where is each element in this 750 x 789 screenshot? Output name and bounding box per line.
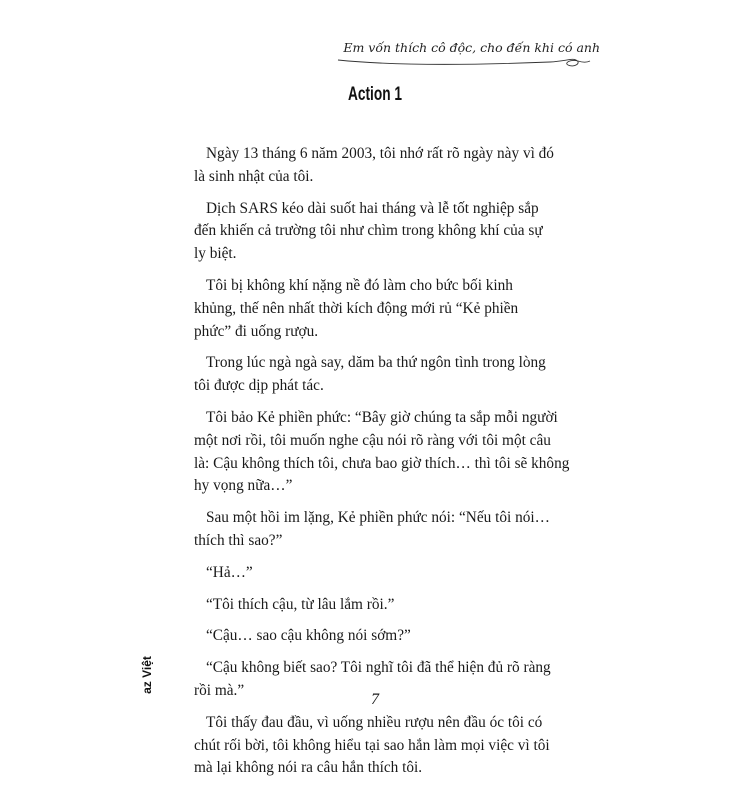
paragraph bbox=[194, 352, 578, 398]
text-line: “Cậu… sao cậu không nói sớm?” bbox=[206, 627, 411, 645]
text-line: “Hả…” bbox=[206, 563, 253, 581]
text-line: rồi mà.” bbox=[194, 681, 245, 699]
text-line: Ngày 13 tháng 6 năm 2003, tôi nhớ rất rõ ngày này vì đó bbox=[206, 145, 554, 162]
text-line: Dịch SARS kéo dài suốt hai tháng và lễ tốt nghiệp sắp bbox=[206, 199, 539, 217]
chapter-title: Action 1 bbox=[348, 84, 402, 105]
text-line: là: Cậu không thích tôi, chưa bao giờ thích… thì tôi sẽ không bbox=[194, 454, 570, 472]
text-line: “Tôi thích cậu, từ lâu lắm rồi.” bbox=[206, 595, 395, 613]
text-line: chút rối bời, tôi không hiểu tại sao hắn làm mọi việc vì tôi bbox=[194, 736, 550, 754]
text-line: Tôi bị không khí nặng nề đó làm cho bức bối kinh bbox=[206, 276, 513, 294]
paragraph bbox=[194, 712, 578, 780]
text-line: Tôi bảo Kẻ phiền phức: “Bây giờ chúng ta sắp mỗi người bbox=[206, 408, 558, 426]
publisher-logo-mark bbox=[136, 655, 158, 695]
publisher-logo bbox=[136, 655, 158, 695]
paragraph bbox=[194, 407, 578, 498]
text-line: đến khiến cả trường tôi như chìm trong không khí của sự bbox=[194, 222, 543, 240]
header-ornament-rule bbox=[336, 56, 592, 72]
text-line: là sinh nhật của tôi. bbox=[194, 167, 314, 185]
text-line: hy vọng nữa…” bbox=[194, 477, 293, 495]
text-line: một nơi rồi, tôi muốn nghe cậu nói rõ ràng với tôi một câu bbox=[194, 431, 551, 449]
paragraph bbox=[194, 143, 578, 189]
text-line: thích thì sao?” bbox=[194, 531, 283, 549]
paragraph bbox=[194, 198, 578, 266]
paragraph bbox=[194, 275, 578, 343]
text-line: khủng, thế nên nhất thời kích động mới rủ “Kẻ phiền bbox=[194, 299, 519, 317]
text-line: phức” đi uống rượu. bbox=[194, 322, 319, 340]
text-line: Tôi thấy đau đầu, vì uống nhiều rượu nên đầu óc tôi có bbox=[206, 713, 543, 731]
text-line: ly biệt. bbox=[194, 245, 237, 263]
text-line: “Cậu không biết sao? Tôi nghĩ tôi đã thể hiện đủ rõ ràng bbox=[206, 659, 551, 677]
text-line: Trong lúc ngà ngà say, dăm ba thứ ngôn tình trong lòng bbox=[206, 354, 546, 372]
svg-text:az Việt: az Việt bbox=[140, 656, 154, 694]
text-line: mà lại không nói ra câu hắn thích tôi. bbox=[194, 759, 423, 777]
running-header-title: Em vốn thích cô độc, cho đến khi có anh bbox=[343, 40, 600, 55]
paragraph bbox=[206, 562, 578, 585]
text-line: tôi được dịp phát tác. bbox=[194, 377, 324, 395]
text-line: Sau một hồi im lặng, Kẻ phiền phức nói: “Nếu tôi nói… bbox=[206, 509, 550, 527]
paragraph bbox=[206, 594, 578, 617]
paragraph bbox=[194, 507, 578, 553]
paragraph bbox=[206, 625, 578, 648]
page-number: 7 bbox=[371, 691, 379, 708]
